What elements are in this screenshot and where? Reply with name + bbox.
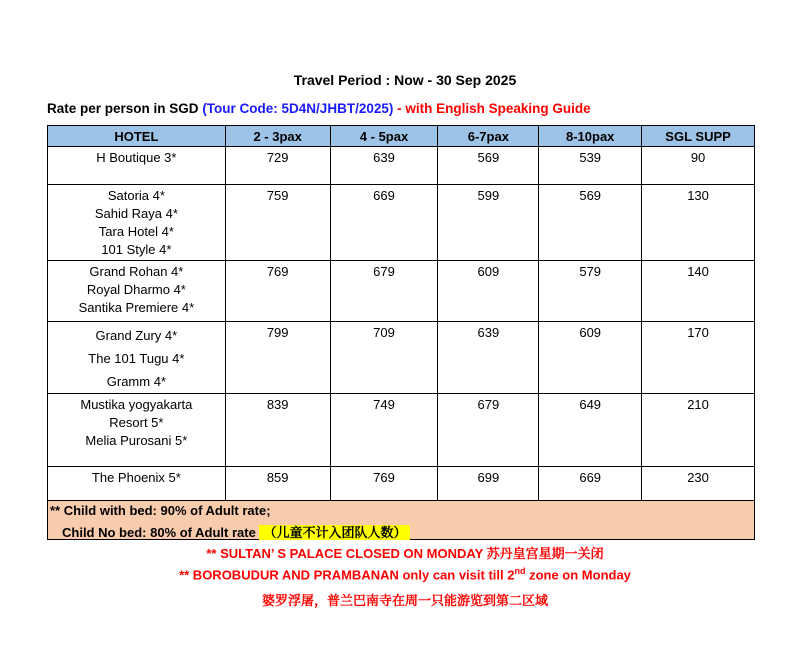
rate-line <box>47 101 591 116</box>
rate-cell: 539 <box>539 147 642 185</box>
rate-cell: 649 <box>539 394 642 467</box>
rate-cell: 639 <box>330 147 438 185</box>
column-header: SGL SUPP <box>642 126 755 147</box>
rate-cell: 140 <box>642 261 755 322</box>
hotel-name: H Boutique 3* <box>96 150 177 165</box>
column-header: 8-10pax <box>539 126 642 147</box>
borobudur-sup: nd <box>514 566 526 576</box>
table-header-row <box>48 126 755 147</box>
hotel-cell <box>48 185 226 261</box>
sultan-warning: ** SULTAN’ S PALACE CLOSED ON MONDAY 苏丹皇宫星期一关闭 <box>206 546 604 561</box>
hotel-name: Grand Rohan 4* <box>89 264 184 279</box>
rate-cell: 669 <box>330 185 438 261</box>
table-row <box>48 467 755 504</box>
borobudur-prefix: ** BOROBUDUR AND PRAMBANAN only can visit till 2 <box>179 567 515 583</box>
rate-cell: 679 <box>330 261 438 322</box>
rate-cell: 769 <box>330 467 438 504</box>
rate-cell: 709 <box>330 322 438 394</box>
hotel-name: Satoria 4* <box>107 188 165 203</box>
rate-cell: 609 <box>539 322 642 394</box>
hotel-name: The Phoenix 5* <box>91 470 181 485</box>
column-header: HOTEL <box>48 126 226 147</box>
rate-cell: 799 <box>225 322 330 394</box>
rate-cell: 170 <box>642 322 755 394</box>
child-no-bed-cn: （儿童不计入团队人数） <box>259 525 410 540</box>
rate-table <box>47 125 755 504</box>
chinese-warning: 婆罗浮屠，普兰巴南寺在周一只能游览到第二区域 <box>261 593 548 608</box>
rate-cell: 230 <box>642 467 755 504</box>
rate-cell: 749 <box>330 394 438 467</box>
column-header: 2 - 3pax <box>225 126 330 147</box>
hotel-name: Melia Purosani 5* <box>85 433 188 448</box>
child-no-bed-note <box>62 522 410 541</box>
hotel-cell <box>48 394 226 467</box>
rate-cell: 569 <box>539 185 642 261</box>
table-row <box>48 147 755 185</box>
hotel-name: Resort 5* <box>109 415 164 430</box>
hotel-cell <box>48 467 226 504</box>
hotel-name: Royal Dharmo 4* <box>86 282 186 297</box>
rate-cell: 669 <box>539 467 642 504</box>
rate-cell: 210 <box>642 394 755 467</box>
hotel-name: Sahid Raya 4* <box>94 206 178 221</box>
rate-cell: 569 <box>438 147 539 185</box>
tour-code: (Tour Code: 5D4N/JHBT/2025) <box>202 101 394 116</box>
rate-prefix: Rate per person in SGD <box>47 101 199 116</box>
travel-period: Travel Period : Now - 30 Sep 2025 <box>293 72 517 88</box>
borobudur-warning <box>0 566 810 582</box>
rate-cell: 759 <box>225 185 330 261</box>
borobudur-suffix: zone on Monday <box>525 567 631 583</box>
rate-cell: 90 <box>642 147 755 185</box>
table-row <box>48 261 755 322</box>
hotel-name: 101 Style 4* <box>101 242 172 257</box>
hotel-name: Gramm 4* <box>106 374 166 389</box>
guide-note: - with English Speaking Guide <box>397 101 591 116</box>
hotel-name: Mustika yogyakarta <box>80 397 193 412</box>
hotel-name: Grand Zury 4* <box>95 328 178 343</box>
hotel-name: Tara Hotel 4* <box>98 224 174 239</box>
hotel-name: The 101 Tugu 4* <box>88 351 185 366</box>
rate-cell: 609 <box>438 261 539 322</box>
rate-cell: 599 <box>438 185 539 261</box>
rate-cell: 729 <box>225 147 330 185</box>
rate-cell: 639 <box>438 322 539 394</box>
rate-cell: 699 <box>438 467 539 504</box>
rate-cell: 679 <box>438 394 539 467</box>
child-notes <box>47 500 755 540</box>
table-row <box>48 185 755 261</box>
child-with-bed-note: ** Child with bed: 90% of Adult rate; <box>50 503 271 518</box>
rate-cell: 859 <box>225 467 330 504</box>
rate-cell: 769 <box>225 261 330 322</box>
column-header: 4 - 5pax <box>330 126 438 147</box>
table-row <box>48 322 755 394</box>
rate-cell: 839 <box>225 394 330 467</box>
rate-cell: 579 <box>539 261 642 322</box>
hotel-cell <box>48 261 226 322</box>
table-row <box>48 394 755 467</box>
hotel-cell <box>48 147 226 185</box>
rate-cell: 130 <box>642 185 755 261</box>
child-no-bed-text: Child No bed: 80% of Adult rate <box>62 525 256 540</box>
hotel-cell <box>48 322 226 394</box>
hotel-name: Santika Premiere 4* <box>78 300 195 315</box>
column-header: 6-7pax <box>438 126 539 147</box>
